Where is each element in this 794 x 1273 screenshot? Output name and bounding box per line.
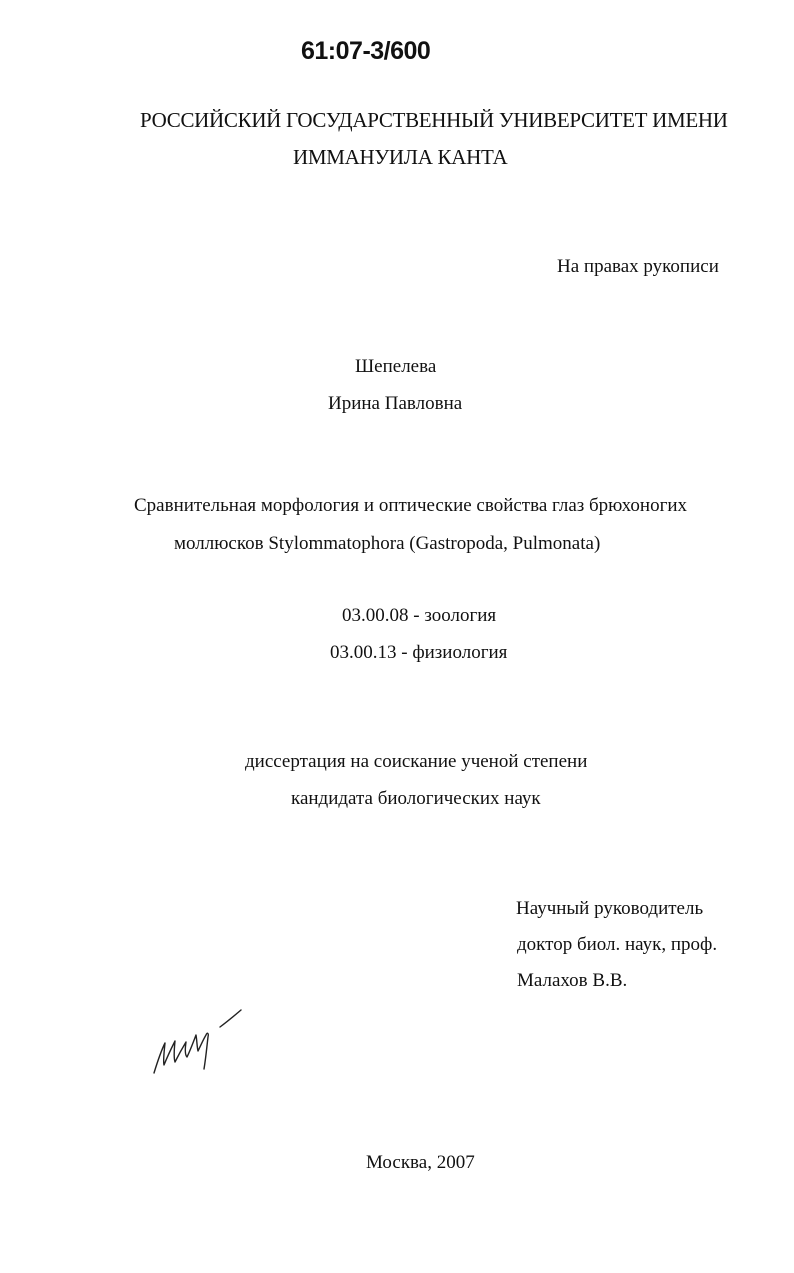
dissertation-title-line1: Сравнительная морфология и оптические свойства глаз брюхоногих (134, 495, 688, 516)
author-given-names: Ирина Павловна (328, 393, 463, 414)
university-name-line2: ИММАНУИЛА КАНТА (293, 145, 508, 169)
manuscript-note: На правах рукописи (557, 256, 719, 277)
dissertation-title-line2: моллюсков Stylommatophora (Gastropoda, Pulmonata) (174, 533, 601, 554)
supervisor-role: Научный руководитель (516, 898, 704, 919)
author-surname: Шепелева (355, 356, 437, 377)
supervisor-name: Малахов В.В. (517, 970, 628, 991)
specialty-code-physiology: 03.00.13 - физиология (330, 642, 508, 663)
degree-line2: кандидата биологических наук (291, 788, 541, 809)
specialty-code-zoology: 03.00.08 - зоология (342, 605, 497, 626)
university-name-line1: РОССИЙСКИЙ ГОСУДАРСТВЕННЫЙ УНИВЕРСИТЕТ ИМЕНИ (140, 108, 728, 132)
handwritten-signature (148, 1005, 248, 1080)
supervisor-credentials: доктор биол. наук, проф. (517, 934, 718, 955)
archive-code: 61:07-3/600 (301, 37, 431, 65)
place-and-year: Москва, 2007 (366, 1152, 475, 1173)
degree-line1: диссертация на соискание ученой степени (245, 751, 588, 772)
